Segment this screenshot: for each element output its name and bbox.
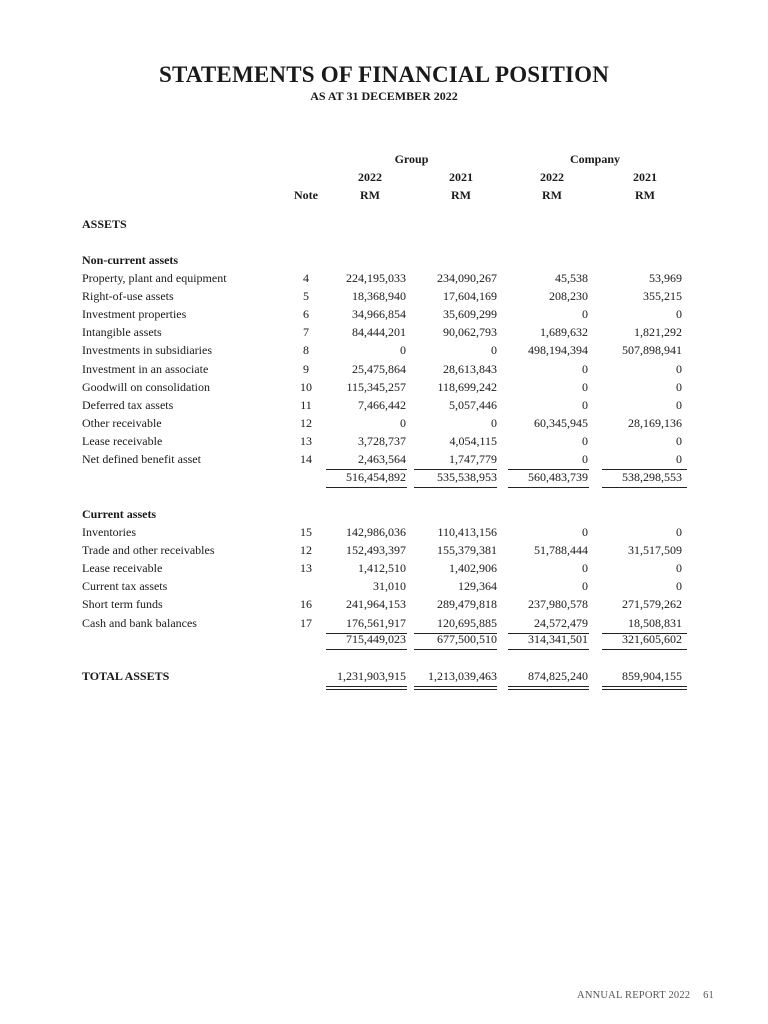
row-value: 31,517,509 [628, 543, 682, 558]
row-value: 7,466,442 [358, 397, 406, 412]
row-value: 289,479,818 [437, 597, 497, 612]
table-rule [602, 649, 687, 650]
row-value: 224,195,033 [346, 271, 406, 285]
row-value: 1,402,906 [449, 561, 497, 576]
row-label: Right-of-use assets [82, 289, 174, 304]
row-note: 5 [303, 289, 309, 304]
row-value: 0 [676, 307, 682, 322]
row-value: 1,747,779 [449, 452, 497, 466]
row-label: Current tax assets [82, 579, 168, 594]
row-value: 45,538 [555, 271, 588, 285]
subtotal-value: 715,449,023 [346, 632, 406, 646]
row-label: Short term funds [82, 597, 163, 612]
row-note: 7 [303, 325, 309, 340]
table-rule [602, 689, 687, 690]
row-note: 11 [300, 397, 312, 412]
subtotal-value: 535,538,953 [437, 470, 497, 484]
footer-report-name: ANNUAL REPORT 2022 [577, 990, 691, 1001]
year-header: 2021 [633, 170, 657, 184]
page-number: 61 [703, 990, 714, 1001]
row-value: 0 [676, 379, 682, 394]
row-value: 208,230 [549, 289, 588, 304]
company-header: Company [569, 152, 620, 166]
row-label: Investment in an associate [82, 361, 209, 376]
row-value: 5,057,446 [449, 397, 497, 412]
row-value: 0 [582, 397, 588, 412]
row-value: 28,613,843 [443, 361, 497, 376]
row-value: 237,980,578 [528, 597, 588, 612]
row-note: 4 [303, 271, 309, 285]
row-label: Cash and bank balances [82, 615, 197, 630]
row-label: Inventories [82, 525, 136, 539]
row-note: 12 [300, 415, 312, 430]
row-label: Intangible assets [82, 325, 162, 340]
row-note: 13 [300, 561, 312, 576]
row-value: 60,345,945 [534, 415, 588, 430]
row-value: 241,964,153 [346, 597, 406, 612]
total-assets-value: 859,904,155 [622, 669, 682, 683]
row-value: 4,054,115 [449, 433, 497, 448]
row-label: Net defined benefit asset [82, 452, 201, 466]
page-title: STATEMENTS OF FINANCIAL POSITION [158, 62, 610, 87]
row-value: 0 [676, 579, 682, 594]
row-note: 17 [300, 615, 312, 630]
page-subtitle: AS AT 31 DECEMBER 2022 [310, 89, 458, 103]
row-value: 498,194,394 [528, 343, 588, 358]
table-rule [414, 487, 497, 488]
total-assets-label: TOTAL ASSETS [82, 669, 170, 683]
row-label: Goodwill on consolidation [82, 379, 210, 394]
total-assets-value: 874,825,240 [528, 669, 588, 683]
row-value: 18,368,940 [352, 289, 406, 304]
row-label: Deferred tax assets [82, 397, 174, 412]
row-note: 12 [300, 543, 312, 558]
row-label: Property, plant and equipment [82, 271, 227, 285]
subtotal-value: 516,454,892 [346, 470, 406, 484]
row-value: 0 [676, 433, 682, 448]
table-rule [414, 686, 497, 687]
row-value: 115,345,257 [346, 379, 406, 394]
row-note: 8 [303, 343, 309, 358]
row-note: 10 [300, 379, 312, 394]
table-rule [508, 649, 589, 650]
row-label: Investment properties [82, 307, 187, 322]
row-value: 90,062,793 [443, 325, 497, 340]
currency-header: RM [360, 188, 380, 202]
row-value: 0 [491, 415, 497, 430]
table-rule [326, 487, 407, 488]
row-value: 0 [582, 561, 588, 576]
row-value: 18,508,831 [628, 615, 682, 630]
row-value: 142,986,036 [346, 525, 406, 539]
table-rule [508, 686, 589, 687]
row-value: 0 [582, 379, 588, 394]
row-value: 0 [676, 525, 682, 539]
row-value: 0 [676, 452, 682, 466]
row-value: 34,966,854 [352, 307, 406, 322]
row-note: 6 [303, 307, 309, 322]
table-rule [326, 649, 407, 650]
row-value: 0 [400, 415, 406, 430]
row-value: 53,969 [649, 271, 682, 285]
row-value: 0 [582, 579, 588, 594]
row-value: 28,169,136 [628, 415, 682, 430]
table-rule [602, 487, 687, 488]
row-note: 14 [300, 452, 312, 466]
row-value: 24,572,479 [534, 615, 588, 630]
assets-heading: ASSETS [82, 217, 127, 231]
page-footer [577, 990, 714, 1001]
row-value: 1,412,510 [358, 561, 406, 576]
row-label: Trade and other receivables [82, 543, 215, 558]
row-note: 13 [300, 433, 312, 448]
row-note: 9 [303, 361, 309, 376]
row-value: 0 [582, 525, 588, 539]
row-value: 1,689,632 [540, 325, 588, 340]
row-value: 0 [582, 307, 588, 322]
row-value: 51,788,444 [534, 543, 588, 558]
table-rule [508, 487, 589, 488]
row-label: Lease receivable [82, 433, 163, 448]
row-value: 0 [676, 397, 682, 412]
year-header: 2022 [358, 170, 382, 184]
row-value: 0 [676, 361, 682, 376]
currency-header: RM [542, 188, 562, 202]
row-value: 152,493,397 [346, 543, 406, 558]
row-value: 176,561,917 [346, 615, 406, 630]
row-value: 507,898,941 [622, 343, 682, 358]
row-value: 355,215 [643, 289, 682, 304]
row-value: 0 [491, 343, 497, 358]
row-label: Other receivable [82, 415, 162, 430]
row-label: Lease receivable [82, 561, 163, 576]
row-value: 2,463,564 [358, 452, 406, 466]
row-value: 25,475,864 [352, 361, 406, 376]
year-header: 2021 [449, 170, 473, 184]
table-rule [508, 689, 589, 690]
row-value: 0 [582, 452, 588, 466]
row-value: 35,609,299 [443, 307, 497, 322]
row-value: 0 [582, 433, 588, 448]
current-heading: Current assets [82, 507, 157, 521]
table-rule [602, 686, 687, 687]
subtotal-value: 321,605,602 [622, 632, 682, 646]
row-note: 16 [300, 597, 312, 612]
subtotal-value: 677,500,510 [437, 632, 497, 646]
note-header: Note [294, 188, 318, 202]
currency-header: RM [451, 188, 471, 202]
row-value: 1,821,292 [634, 325, 682, 340]
row-value: 31,010 [373, 579, 406, 594]
group-header: Group [394, 152, 429, 166]
row-label: Investments in subsidiaries [82, 343, 212, 358]
row-value: 84,444,201 [352, 325, 406, 340]
table-rule [326, 686, 407, 687]
currency-header: RM [635, 188, 655, 202]
subtotal-value: 560,483,739 [528, 470, 588, 484]
total-assets-value: 1,213,039,463 [428, 669, 497, 683]
table-rule [414, 689, 497, 690]
table-rule [414, 649, 497, 650]
row-value: 0 [582, 361, 588, 376]
subtotal-value: 314,341,501 [528, 632, 588, 646]
row-value: 17,604,169 [443, 289, 497, 304]
row-value: 0 [400, 343, 406, 358]
row-value: 120,695,885 [437, 615, 497, 630]
table-rule [326, 689, 407, 690]
row-value: 118,699,242 [437, 379, 497, 394]
row-value: 3,728,737 [358, 433, 406, 448]
non-current-heading: Non-current assets [82, 253, 179, 267]
row-value: 271,579,262 [622, 597, 682, 612]
total-assets-value: 1,231,903,915 [337, 669, 406, 683]
row-note: 15 [300, 525, 312, 539]
row-value: 155,379,381 [437, 543, 497, 558]
row-value: 234,090,267 [437, 271, 497, 285]
row-value: 129,364 [458, 579, 497, 594]
row-value: 0 [676, 561, 682, 576]
subtotal-value: 538,298,553 [622, 470, 682, 484]
year-header: 2022 [540, 170, 564, 184]
row-value: 110,413,156 [437, 525, 497, 539]
